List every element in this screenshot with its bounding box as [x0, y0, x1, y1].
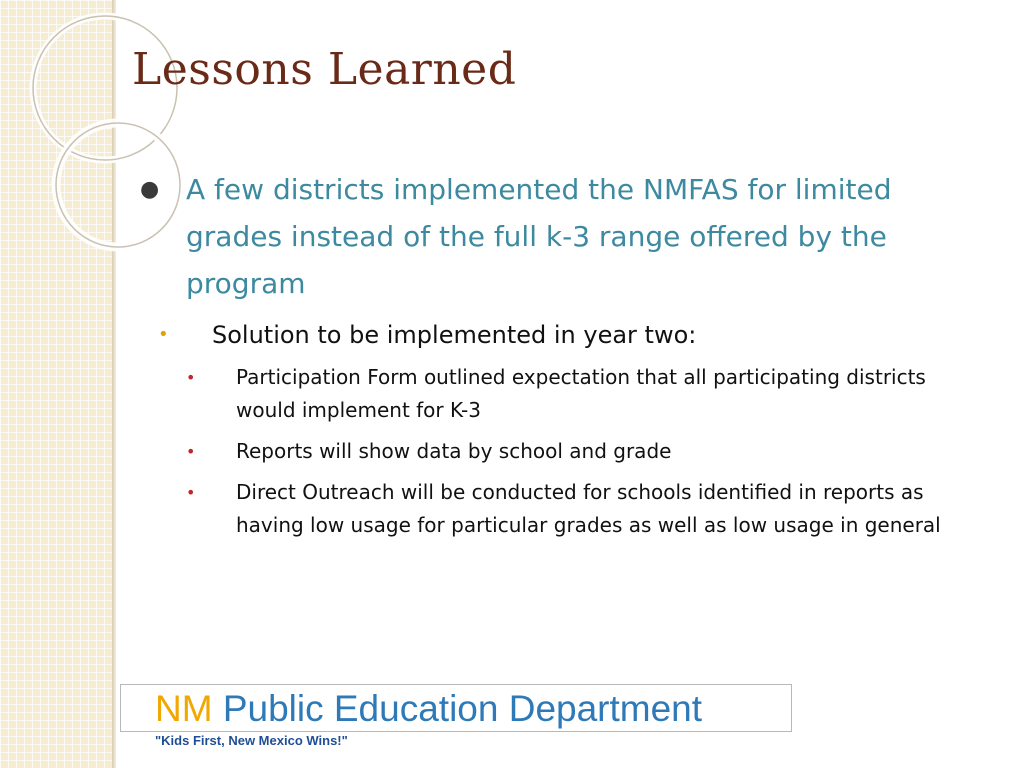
bullet-level1-text: A few districts implemented the NMFAS for limited grades instead of the full k-3 range offered by the program [186, 173, 892, 300]
bullet-dot-icon: • [158, 324, 169, 345]
bullet-dot-icon: ● [140, 177, 160, 202]
bullet-level3-text: Direct Outreach will be conducted for schools identified in reports as having low usage for particular grades as well as low usage in general [236, 480, 941, 537]
slide-content [140, 166, 980, 542]
decorative-circles-graphic [0, 0, 150, 260]
logo-department-name: Public Education Department [222, 688, 703, 729]
logo-tagline: "Kids First, New Mexico Wins!" [155, 733, 348, 748]
bullet-level1 [140, 166, 980, 307]
bullet-dot-icon: • [186, 483, 196, 502]
logo-nm: NM [155, 688, 213, 729]
department-logo [120, 684, 792, 732]
bullet-level3 [140, 361, 980, 427]
bullet-level3-text: Participation Form outlined expectation that all participating districts would implement for K-3 [236, 365, 926, 422]
bullet-level3 [140, 435, 980, 468]
logo-wordmark [155, 687, 702, 731]
bullet-level3 [140, 476, 980, 542]
bullet-level2-text: Solution to be implemented in year two: [212, 321, 697, 349]
bullet-level2 [140, 317, 980, 353]
bullet-dot-icon: • [186, 368, 196, 387]
bullet-dot-icon: • [186, 442, 196, 461]
bullet-level3-text: Reports will show data by school and grade [236, 439, 672, 463]
slide-title: Lessons Learned [132, 44, 517, 95]
